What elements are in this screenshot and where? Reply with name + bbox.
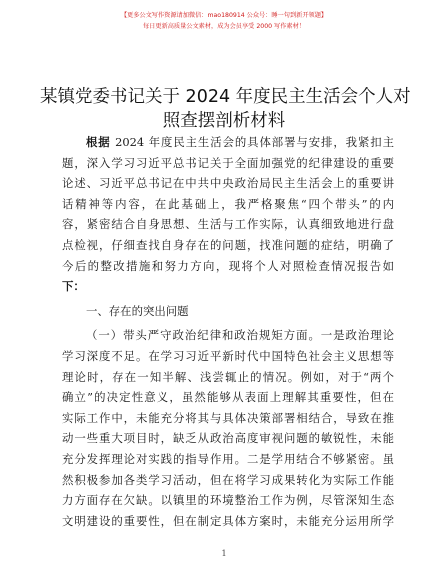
intro-line: 容，紧密结合自身思想、生活与工作实际，认真细致地进行盘	[62, 217, 394, 232]
promo-banner	[0, 10, 448, 32]
intro-line: 下：	[62, 279, 85, 294]
section-line: 确立”的决定性意义，虽然能够从表面上理解其重要性，但在	[62, 390, 394, 405]
section-line: （一）带头严守政治纪律和政治规矩方面。一是政治理论	[86, 328, 394, 343]
section-line: 然积极参加各类学习活动，但在将学习成果转化为实际工作能	[62, 472, 394, 487]
intro-line: 今后的整改措施和努力方向，现将个人对照检查情况报告如	[62, 258, 394, 273]
section-line: 实际工作中，未能充分将其与具体决策部署相结合，导致在推	[62, 410, 394, 425]
promo-banner-line-2: 每日更新高质量公文素材，成为会员享受 2000 写作素材！	[143, 23, 305, 30]
intro-line-1-rest: 2024 年度民主生活会的具体部署与安排，我紧扣主	[110, 135, 394, 149]
section-line: 动一些重大项目时，缺乏从政治高度审视问题的敏锐性，未能	[62, 431, 394, 446]
section-line: 学习深度不足。在学习习近平新时代中国特色社会主义思想等	[62, 348, 394, 363]
intro-line	[62, 132, 394, 153]
section-line: 充分发挥理论对实践的指导作用。二是学用结合不够紧密。虽	[62, 451, 394, 466]
intro-line: 题，深入学习习近平总书记关于全面加强党的纪律建设的重要	[62, 155, 394, 170]
document-title	[40, 85, 411, 133]
intro-line: 话精神等内容，在此基础上，我严格聚焦“四个带头”的内	[62, 196, 394, 211]
promo-banner-line-1: 【更多公文写作资源请加微信：mao180914 公众号：睡一句到新开领题】	[120, 12, 328, 19]
section-heading: 一、存在的突出问题	[86, 303, 189, 318]
page-number: 1	[221, 549, 227, 558]
document-title-line-2: 照查摆剖析材料	[162, 111, 286, 131]
intro-line: 点检视，仔细查找自身存在的问题，找准问题的症结，明确了	[62, 237, 394, 252]
document-title-line-1: 某镇党委书记关于 2024 年度民主生活会个人对	[40, 87, 411, 107]
section-line: 力方面存在欠缺。以镇里的环境整治工作为例，尽管深知生态	[62, 493, 394, 508]
intro-lead-word: 根据	[86, 135, 111, 149]
section-line: 理论时，存在一知半解、浅尝辄止的情况。例如，对于“两个	[62, 369, 394, 384]
section-line: 文明建设的重要性，但在制定具体方案时，未能充分运用所学	[62, 513, 394, 528]
intro-line: 论述、习近平总书记在中共中央政治局民主生活会上的重要讲	[62, 176, 394, 191]
document-body	[62, 132, 394, 531]
